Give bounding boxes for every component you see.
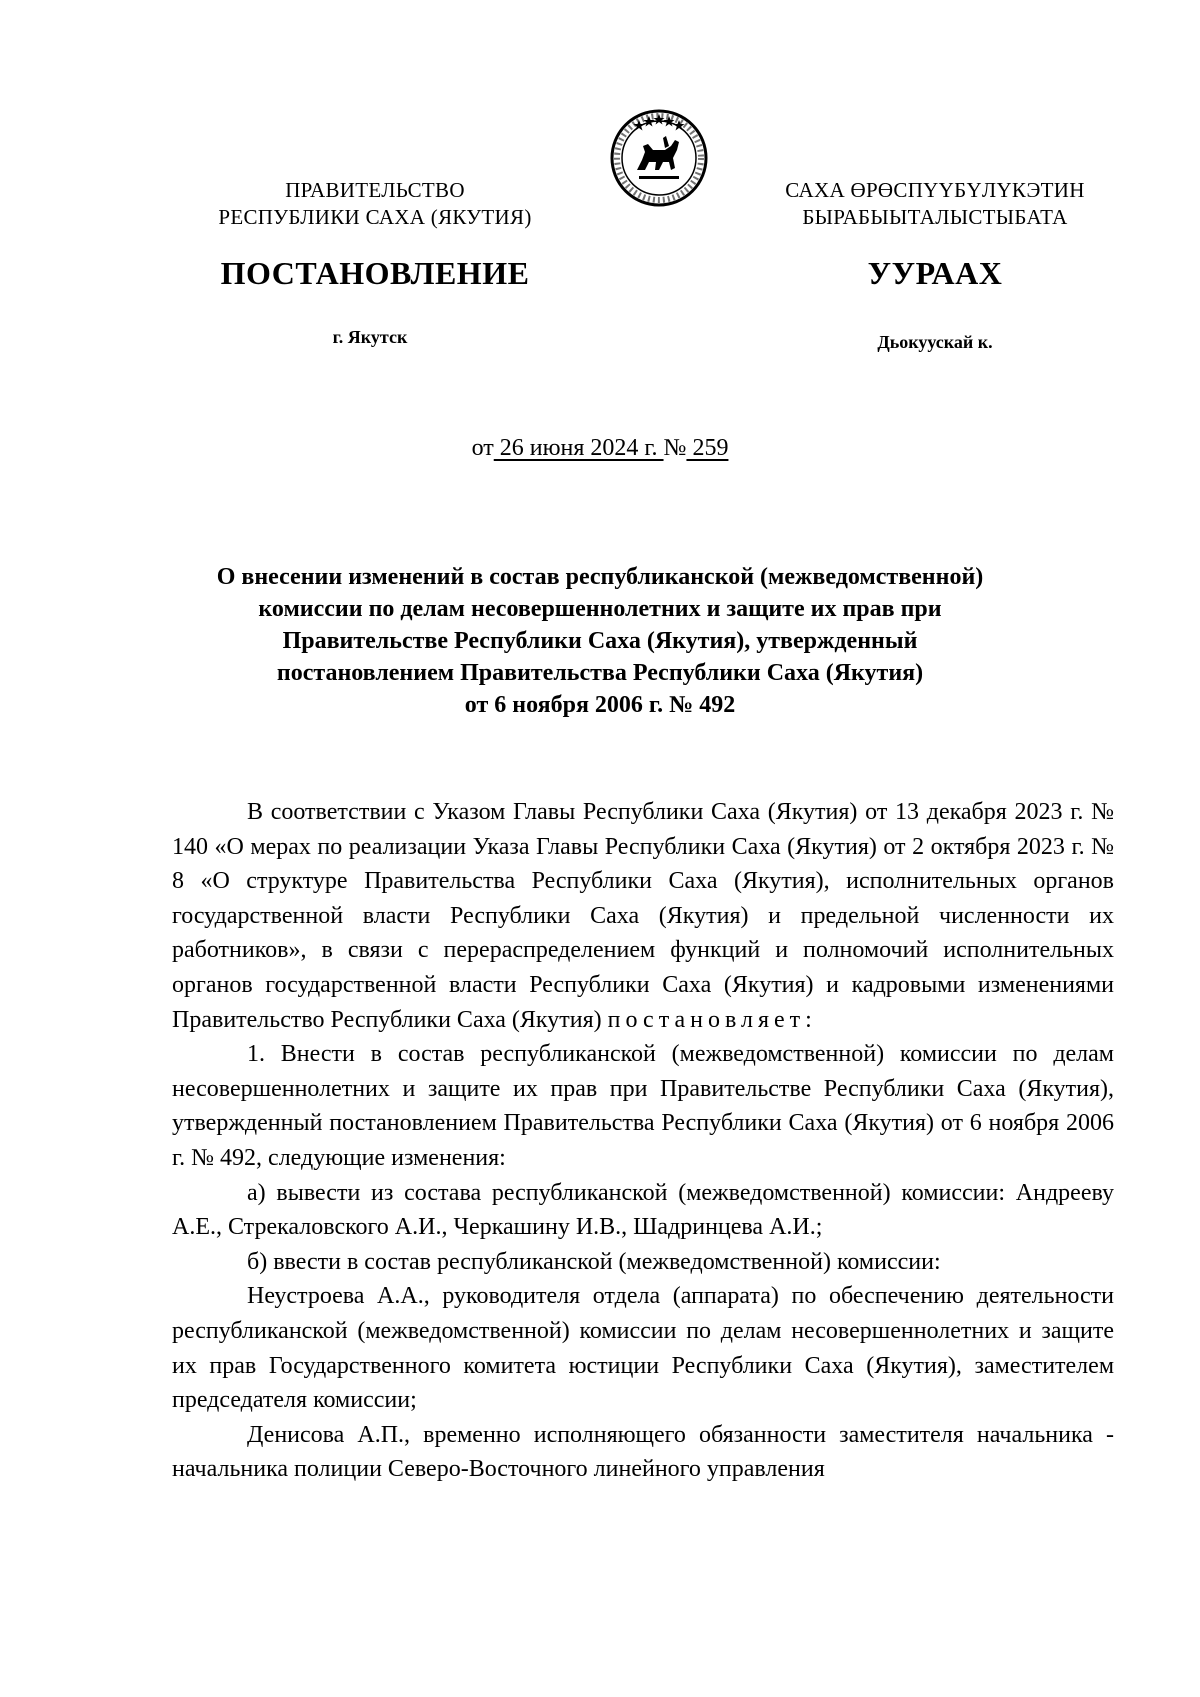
document-type-yakut: УУРААХ: [867, 255, 1003, 291]
city-yakut: Дьокуускай к.: [877, 332, 993, 352]
title-line-5: от 6 ноября 2006 г. № 492: [464, 692, 736, 718]
document-body: [172, 795, 1114, 1487]
left-org-line-1: ПРАВИТЕЛЬСТВО: [285, 178, 465, 202]
document-number: 259: [686, 435, 729, 461]
paragraph-denisov: Денисова А.П., временно исполняющего обязанности заместителя начальника - начальника полиции Северо-Восточного линейного управления: [172, 1421, 1114, 1483]
right-org-line-1: САХА ӨРӨСПҮҮБҮЛҮКЭТИН: [785, 178, 1085, 202]
number-sign: №: [663, 435, 687, 461]
document-type-russian: ПОСТАНОВЛЕНИЕ: [220, 255, 530, 291]
title-line-4: постановлением Правительства Республики Саха (Якутия): [276, 660, 924, 686]
left-organization-name: [165, 177, 585, 231]
right-org-line-2: БЫРАБЫЫТАЛЫСТЫБАТА: [802, 205, 1068, 229]
coat-of-arms-emblem-icon: [609, 108, 709, 208]
document-title: [150, 561, 1050, 721]
right-organization-name: [735, 177, 1135, 231]
city-russian: г. Якутск: [332, 327, 408, 347]
title-line-1: О внесении изменений в состав республиканской (межведомственной): [216, 564, 984, 590]
document-date: 26 июня 2024 г.: [493, 435, 664, 461]
title-line-2: комиссии по делам несовершеннолетних и защите их прав при: [258, 596, 942, 622]
document-date-number: [0, 435, 1200, 462]
paragraph-preamble: [172, 795, 1114, 1037]
preamble-text: В соответствии с Указом Главы Республики Саха (Якутия) от 13 декабря 2023 г. № 140 «О мерах по реализации Указа Главы Республики Саха (Якутия) от 2 октября 2023 г. № 8 «О структуре Правительства Республики Саха (Якутия), исполнительных органов государственной власти Республики Саха (Якутия) и предельной численности их работников», в связи с перераспределением функций и полномочий исполнительных органов государственной власти Республики Саха (Якутия) и кадровыми изменениями Правительство Республики Саха (Якутия): [172, 799, 1114, 1033]
title-line-3: Правительстве Республики Саха (Якутия), утвержденный: [282, 628, 918, 654]
resolves-word: постановляет:: [607, 1006, 817, 1033]
date-prefix: от: [471, 435, 494, 461]
paragraph-item-b: б) ввести в состав республиканской (межведомственной) комиссии:: [247, 1248, 941, 1275]
paragraph-neustroev: Неустроева А.А., руководителя отдела (аппарата) по обеспечению деятельности республиканской (межведомственной) комиссии по делам несовершеннолетних и защите их прав Государственного комитета юстиции Республики Саха (Якутия), заместителем председателя комиссии;: [172, 1283, 1114, 1414]
paragraph-item-1: 1. Внести в состав республиканской (межведомственной) комиссии по делам несовершеннолетних и защите их прав при Правительстве Республики Саха (Якутия), утвержденный постановлением Правительства Республики Саха (Якутия) от 6 ноября 2006 г. № 492, следующие изменения:: [172, 1041, 1114, 1171]
left-org-line-2: РЕСПУБЛИКИ САХА (ЯКУТИЯ): [218, 205, 532, 229]
paragraph-item-a: а) вывести из состава республиканской (межведомственной) комиссии: Андрееву А.Е., Стрекаловского А.И., Черкашину И.В., Шадринцева А.И.;: [172, 1179, 1114, 1241]
